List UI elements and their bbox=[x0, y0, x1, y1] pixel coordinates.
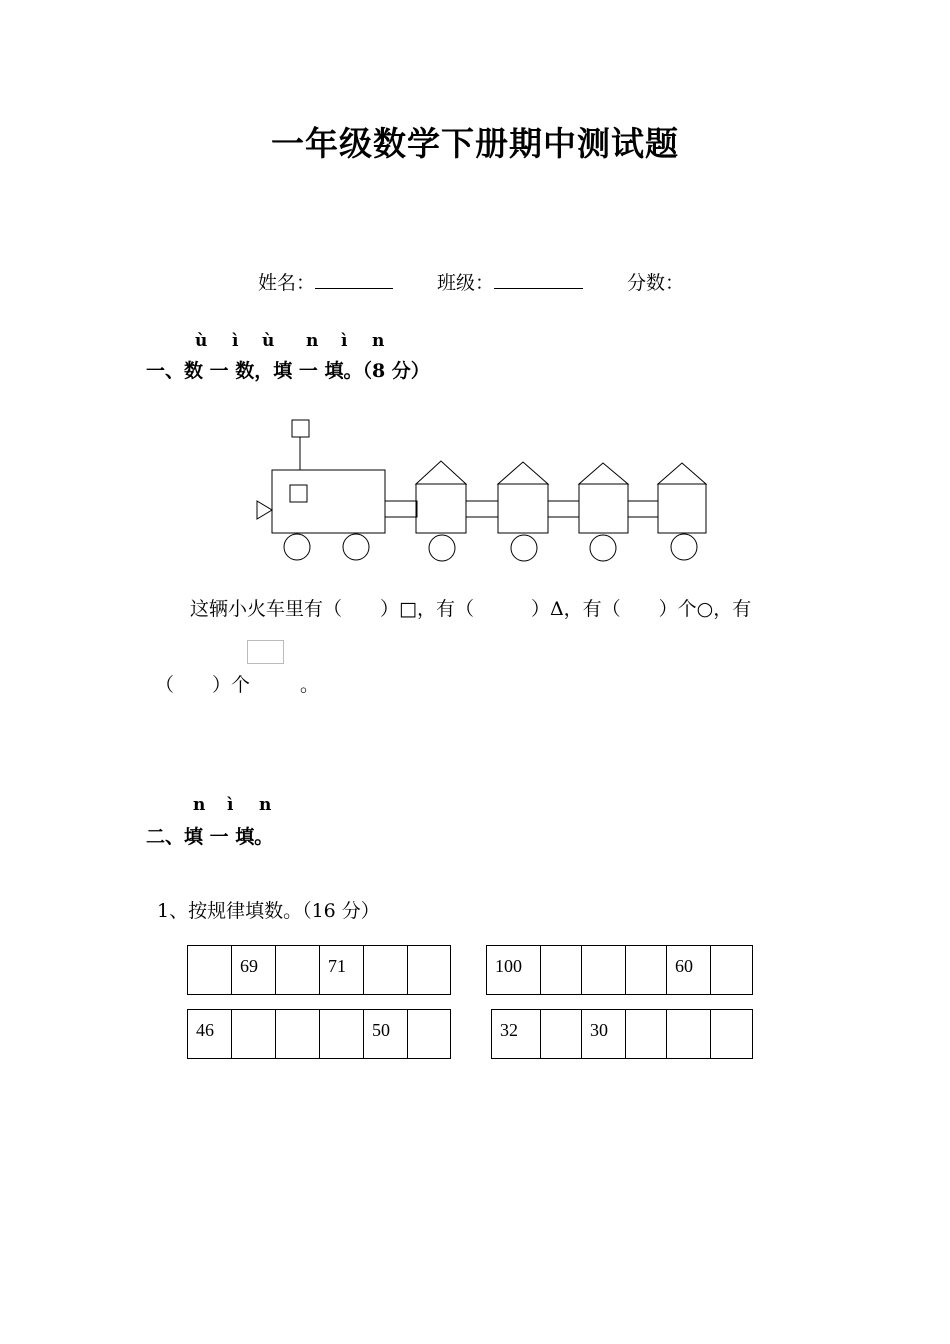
table-cell[interactable] bbox=[408, 946, 451, 995]
table-cell[interactable]: 71 bbox=[320, 946, 364, 995]
table-cell[interactable] bbox=[541, 946, 582, 995]
class-label: 班级： bbox=[437, 272, 495, 294]
pinyin-5: ì bbox=[341, 331, 348, 351]
wheel-5 bbox=[590, 535, 616, 561]
score-field bbox=[627, 268, 684, 295]
score-label: 分数： bbox=[627, 272, 685, 294]
question-line-1: 这辆小火车里有（ ）□，有（ ）Δ，有（ ）个○，有 bbox=[190, 598, 752, 620]
car-1-roof bbox=[416, 461, 466, 484]
pinyin-9: n bbox=[259, 795, 272, 815]
car-2-roof bbox=[498, 462, 548, 484]
name-field bbox=[258, 268, 393, 295]
pinyin-3: ù bbox=[262, 331, 275, 351]
table-cell[interactable]: 60 bbox=[667, 946, 711, 995]
engine-body bbox=[272, 470, 385, 533]
car-4-roof bbox=[658, 463, 706, 484]
engine-front-triangle bbox=[257, 501, 272, 519]
pinyin-1: ù bbox=[195, 331, 208, 351]
name-label: 姓名： bbox=[258, 272, 316, 294]
class-field bbox=[437, 268, 583, 295]
train-figure bbox=[250, 412, 720, 567]
table-cell[interactable]: 50 bbox=[364, 1010, 408, 1059]
pinyin-4: n bbox=[306, 331, 319, 351]
engine-window-square bbox=[290, 485, 307, 502]
section1-heading: 一、数 一 数，填 一 填。（8 分） bbox=[146, 360, 430, 382]
wheel-6 bbox=[671, 534, 697, 560]
sequence-table-3 bbox=[187, 1009, 451, 1059]
train-drawing bbox=[257, 420, 706, 561]
pinyin-8: ì bbox=[227, 795, 234, 815]
table-cell[interactable]: 100 bbox=[487, 946, 541, 995]
table-cell[interactable] bbox=[626, 1010, 667, 1059]
table-cell[interactable] bbox=[582, 946, 626, 995]
coupler-2 bbox=[466, 501, 498, 517]
table-cell[interactable] bbox=[408, 1010, 451, 1059]
table-cell[interactable] bbox=[667, 1010, 711, 1059]
wheel-2 bbox=[343, 534, 369, 560]
section2-heading: 二、填 一 填。 bbox=[146, 826, 274, 848]
sequence-table-1 bbox=[187, 945, 451, 995]
question-1-label: 1、按规律填数。（16 分） bbox=[157, 900, 380, 922]
table-cell[interactable] bbox=[188, 946, 232, 995]
table-cell[interactable]: 46 bbox=[188, 1010, 232, 1059]
table-cell[interactable] bbox=[626, 946, 667, 995]
car-4-body bbox=[658, 484, 706, 533]
question-line-2-close: 。 bbox=[300, 674, 320, 696]
table-cell[interactable] bbox=[232, 1010, 276, 1059]
table-cell[interactable] bbox=[711, 1010, 753, 1059]
table-cell[interactable] bbox=[364, 946, 408, 995]
car-3-body bbox=[579, 484, 628, 533]
table-cell[interactable]: 69 bbox=[232, 946, 276, 995]
pinyin-6: n bbox=[372, 331, 385, 351]
car-2-body bbox=[498, 484, 548, 533]
car-1-body bbox=[416, 484, 466, 533]
car-3-roof bbox=[579, 463, 628, 484]
coupler-1 bbox=[385, 501, 417, 517]
table-cell[interactable] bbox=[711, 946, 753, 995]
chimney-square bbox=[292, 420, 309, 437]
pinyin-2: ì bbox=[232, 331, 239, 351]
coupler-4 bbox=[628, 501, 658, 517]
page-title: 一年级数学下册期中测试题 bbox=[271, 124, 679, 163]
table-cell[interactable] bbox=[276, 1010, 320, 1059]
pinyin-7: n bbox=[193, 795, 206, 815]
wheel-4 bbox=[511, 535, 537, 561]
wheel-1 bbox=[284, 534, 310, 560]
sequence-table-4 bbox=[491, 1009, 753, 1059]
sequence-table-2 bbox=[486, 945, 753, 995]
answer-shape-box bbox=[247, 640, 284, 664]
coupler-3 bbox=[548, 501, 579, 517]
table-cell[interactable] bbox=[320, 1010, 364, 1059]
question-line-2-open: （ ）个 bbox=[155, 674, 251, 696]
table-cell[interactable] bbox=[276, 946, 320, 995]
table-cell[interactable] bbox=[541, 1010, 582, 1059]
name-blank[interactable] bbox=[315, 268, 393, 289]
class-blank[interactable] bbox=[494, 268, 583, 289]
table-cell[interactable]: 32 bbox=[492, 1010, 541, 1059]
table-cell[interactable]: 30 bbox=[582, 1010, 626, 1059]
wheel-3 bbox=[429, 535, 455, 561]
